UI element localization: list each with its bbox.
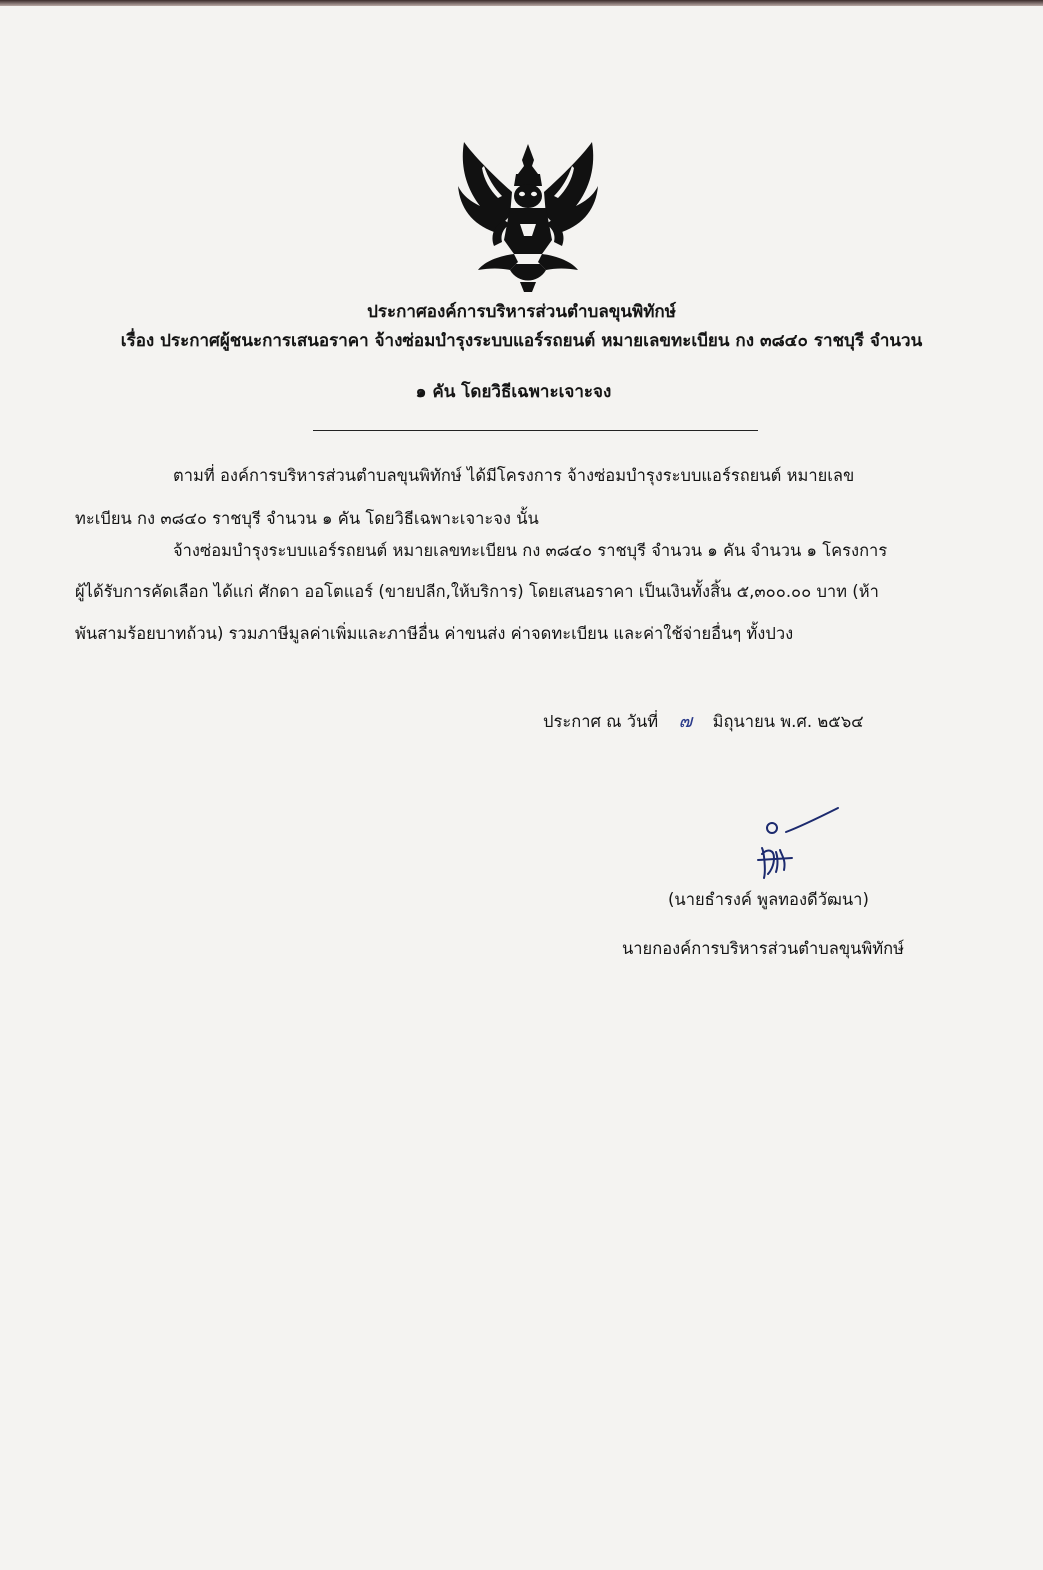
announcement-subject-line-1: เรื่อง ประกาศผู้ชนะการเสนอราคา จ้างซ่อมบำรุงระบบแอร์รถยนต์ หมายเลขทะเบียน กง ๓๘๔๐ ราชบุรี จำนวน bbox=[120, 331, 923, 351]
paragraph-2-line-1: จ้างซ่อมบำรุงระบบแอร์รถยนต์ หมายเลขทะเบียน กง ๓๘๔๐ ราชบุรี จำนวน ๑ คัน จำนวน ๑ โครงการ bbox=[173, 541, 888, 560]
date-month-year: มิถุนายน พ.ศ. ๒๕๖๔ bbox=[712, 712, 864, 731]
announcement-date bbox=[543, 709, 864, 735]
paragraph-2-line-3: พันสามร้อยบาทถ้วน) รวมภาษีมูลค่าเพิ่มและภาษีอื่น ค่าขนส่ง ค่าจดทะเบียน และค่าใช้จ่ายอื่นๆ ทั้งปวง bbox=[75, 624, 794, 643]
handwritten-signature-icon bbox=[752, 800, 848, 880]
announcement-title: ประกาศองค์การบริหารส่วนตำบลขุนพิทักษ์ bbox=[367, 302, 676, 322]
garuda-emblem-icon bbox=[454, 136, 602, 294]
signatory-title: นายกองค์การบริหารส่วนตำบลขุนพิทักษ์ bbox=[622, 939, 905, 958]
paragraph-1-line-2: ทะเบียน กง ๓๘๔๐ ราชบุรี จำนวน ๑ คัน โดยวิธีเฉพาะเจาะจง นั้น bbox=[75, 509, 539, 528]
date-day-handwritten: ๗ bbox=[678, 711, 693, 732]
header-divider bbox=[313, 430, 758, 431]
paragraph-1-line-1: ตามที่ องค์การบริหารส่วนตำบลขุนพิทักษ์ ได้มีโครงการ จ้างซ่อมบำรุงระบบแอร์รถยนต์ หมายเลข bbox=[173, 466, 855, 485]
announcement-subject-line-2: ๑ คัน โดยวิธีเฉพาะเจาะจง bbox=[415, 382, 612, 402]
date-prefix: ประกาศ ณ วันที่ bbox=[543, 712, 659, 731]
paragraph-2-line-2: ผู้ได้รับการคัดเลือก ได้แก่ ศักดา ออโตแอร์ (ขายปลีก,ให้บริการ) โดยเสนอราคา เป็นเงินทั้งสิ้น ๕,๓๐๐.๐๐ บาท (ห้า bbox=[75, 582, 879, 601]
page-top-edge bbox=[0, 0, 1043, 6]
signatory-name: (นายธำรงค์ พูลทองดีวัฒนา) bbox=[668, 890, 869, 909]
